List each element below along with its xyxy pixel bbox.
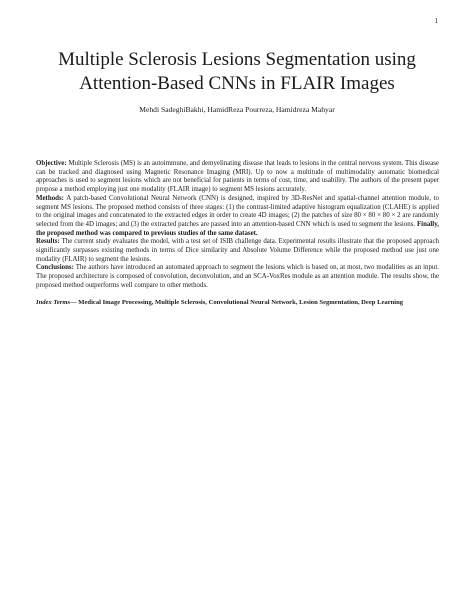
index-terms [36, 299, 439, 308]
objective-text: Multiple Sclerosis (MS) is an autoimmune, and demyelinating disease that leads to lesions in the central nervous system. This disease can be tracked and diagnosed using Magnetic Resonance Imaging (MRI). Up to now a multitude of multimodality automatic biomedical approaches is used to segment lesions which are not beneficial for patients in terms of cost, time, and usability. The authors of the present paper propose a method employing just one modality (FLAIR image) to segment MS lesions accurately. [36, 160, 439, 194]
objective-paragraph [36, 160, 439, 195]
methods-text: A patch-based Convolutional Neural Network (CNN) is designed, inspired by 3D-ResNet and spatial-channel attention module, to segment MS lesions. The proposed method consists of three stages: (1) the contrast-limited adaptive histogram equalization (CLAHE) is applied to the original images and concatenated to the extracted edges in order to create 4D images; (2) the patches of size 80 × 80 × 80 × 2 are randomly selected from the 4D images; and (3) the extracted patches are passed into an attention-based CNN which is used to segment the lesions. [36, 194, 439, 228]
index-terms-label: Index Terms [36, 298, 71, 306]
objective-label: Objective: [36, 160, 67, 167]
paper-title [30, 48, 444, 96]
page-number: 1 [434, 17, 438, 25]
methods-bold-text: Finally, the proposed method was compared to previous studies of the same dataset. [36, 220, 439, 237]
author-list: Mehdi SadeghiBakhi, HamidReza Pourreza, Hamidreza Mahyar [139, 105, 335, 114]
title-line-1: Multiple Sclerosis Lesions Segmentation using [58, 49, 416, 70]
methods-paragraph [36, 195, 439, 239]
conclusions-text: The authors have introduced an automated approach to segment the lesions which is based on, at most, two modalities as an input. The proposed architecture is composed of convolution, deconvolution, and an SCA-VoxRes module as an attention module. The results show, the proposed method outperforms well compare to other methods. [36, 264, 439, 289]
abstract [36, 160, 439, 307]
conclusions-paragraph [36, 264, 439, 290]
results-paragraph [36, 238, 439, 264]
methods-label: Methods: [36, 194, 64, 202]
title-line-2: Attention-Based CNNs in FLAIR Images [79, 73, 395, 94]
index-terms-text: — Medical Image Processing, Multiple Sclerosis, Convolutional Neural Network, Lesion Segmentation, Deep Learning [70, 298, 404, 306]
results-text: The current study evaluates the model, with a test set of ISIB challenge data. Experimental results illustrate that the proposed approach significantly surpasses existing methods in terms of Dice similarity and Absolute Volume Difference while the proposed method use just one modality (FLAIR) to segment the lesions. [36, 238, 439, 263]
results-label: Results: [36, 238, 60, 246]
conclusions-label: Conclusions: [36, 264, 74, 272]
